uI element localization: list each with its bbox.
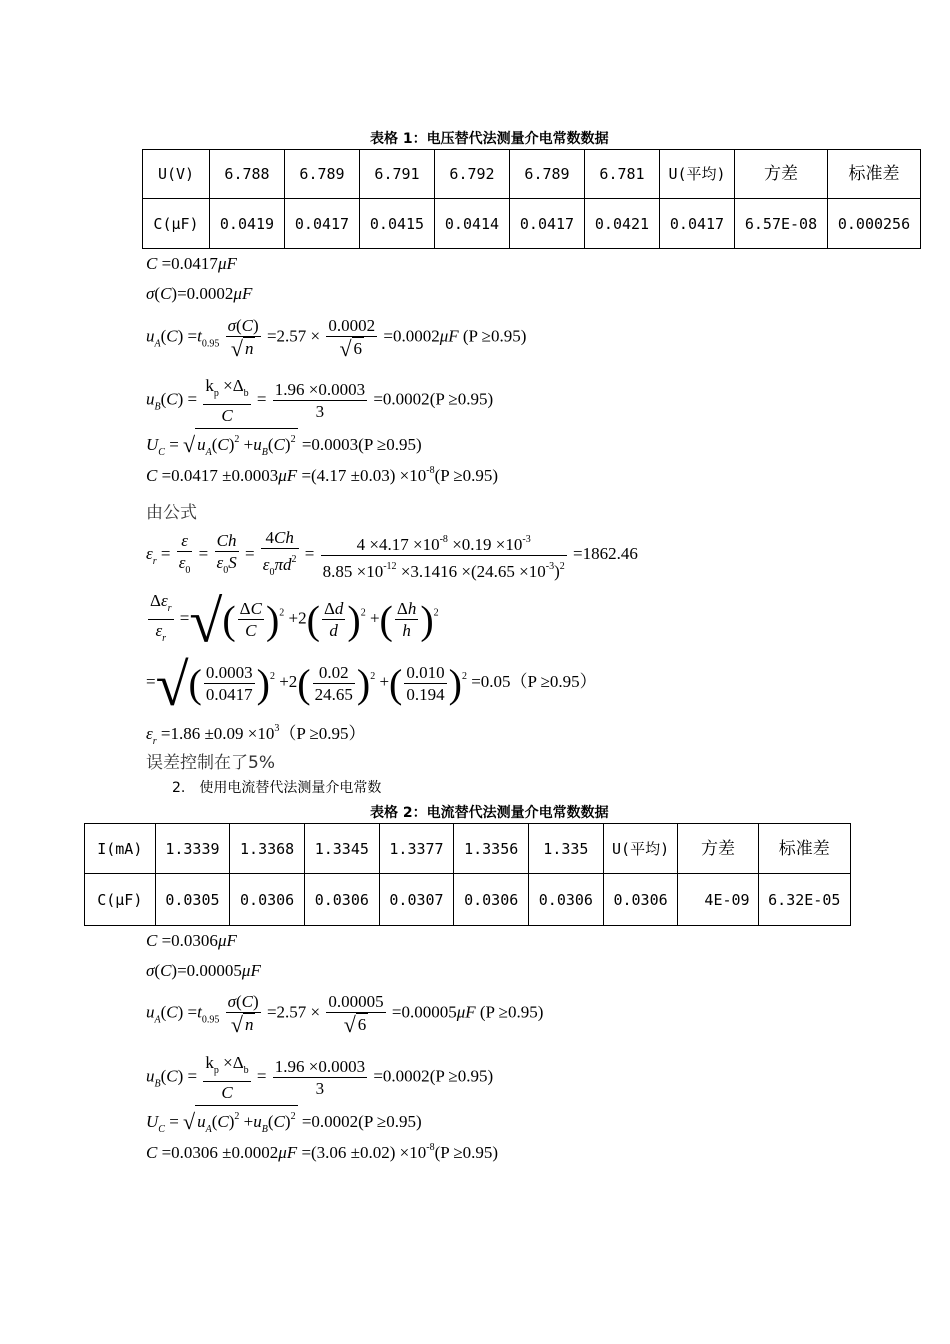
table2-row-cell: 0.0307: [379, 874, 454, 926]
eq-ua-1: $u_A(C) =t_{0.95}$ $\frac{\sigma(C)}{√ n}$ =2.57 × $\frac{0.0002}{√ 6}$ =0.0002μF (P ≥0.95): [146, 316, 527, 361]
table1-header-cell: 6.789: [285, 150, 360, 199]
eq-c-final-1: $C =0.0417 \pm 0.0003\mu F =(4.17 \pm 0.03) \times 10^{-8}(P \ge 0.95)$: [146, 465, 499, 485]
eq-rel-error: $\frac{\Delta\varepsilon_r}{\varepsilon_r}$ =√( $\frac{\Delta C}{C}$ )$^2$ +2( $\frac{\Delta d}{d}$ )$^2$ +( $\frac{\Delta h}{h}$ )$^2$: [150, 588, 439, 655]
table1-row-cell: 0.0414: [435, 199, 510, 249]
eq-ub-2: $u_B(C)$ = $\frac{k_p \times\Delta_b}{C}$ = $\frac{1.96 \times 0.0003}{3}$ =0.0002(P ≥0.95): [146, 1053, 494, 1102]
table2-row-cell: 0.0306: [230, 874, 305, 926]
table2-header-cell: 1.3356: [454, 824, 529, 874]
table2-row-cell: 0.0306: [454, 874, 529, 926]
table1-header-cell: 6.791: [360, 150, 435, 199]
section-2-heading: 2. 使用电流替代法测量介电常数: [172, 780, 382, 796]
eq-uc-1: $U_C$ = √ $u_A(C)^2 +u_B(C)^2 =0.0003(P \ge 0.95)$: [146, 428, 422, 464]
eq-c-mean-2: C =0.0306μF: [146, 931, 237, 950]
table2-row-cell: 6.32E-05: [758, 874, 850, 926]
eq-sigma-2: σ(C)=0.00005μF: [146, 961, 261, 980]
table2-row-cell: 0.0306: [529, 874, 604, 926]
table1-row-cell: 0.0417: [285, 199, 360, 249]
table1-row-cell: 0.0421: [585, 199, 660, 249]
table2-header-cell: 1.335: [529, 824, 604, 874]
table1-header-cell: 6.781: [585, 150, 660, 199]
eq-eps-final: $\varepsilon_r =1.86 \pm 0.09 \times 10^3(P \ge 0.95)$: [146, 723, 366, 747]
error-note: 误差控制在了5%: [146, 753, 275, 773]
table2-row-cell: 0.0305: [155, 874, 230, 926]
table2-header-cell: 标准差: [758, 824, 850, 874]
eq-eps-r: $\varepsilon_r$ = $\frac{\varepsilon}{\varepsilon_0}$ = $\frac{Ch}{\varepsilon_0S}$ = $\frac{4Ch}{\varepsilon_0\pi d^2}$ = $\frac{4 \times 4.17 \times 10^{-8} \times 0.19 \times 10^{-3}}{8.85 \times 10^{-12} \times 3.1416 \times(24.65 \times 10^{-3})^2}$ =1862.46: [146, 528, 638, 581]
table2: [84, 823, 851, 926]
table2-header-cell: U(平均): [603, 824, 678, 874]
table1-row-cell: 0.0417: [510, 199, 585, 249]
table1-row-cell: C(μF): [143, 199, 210, 249]
table1-row-cell: 0.0415: [360, 199, 435, 249]
table1-row-cell: 0.0419: [210, 199, 285, 249]
table1-row-cell: 6.57E-08: [735, 199, 828, 249]
eq-ub-1: $u_B(C)$ = $\frac{k_p \times\Delta_b}{C}$ = $\frac{1.96 \times 0.0003}{3}$ =0.0002(P ≥0.95): [146, 376, 494, 425]
table2-row-cell: 0.0306: [304, 874, 379, 926]
eq-uc-2: $U_C$ = √ $u_A(C)^2 +u_B(C)^2 =0.0002(P \ge 0.95)$: [146, 1105, 422, 1141]
table1-header-cell: 6.788: [210, 150, 285, 199]
table1: [142, 149, 921, 249]
table2-header-cell: 方差: [678, 824, 758, 874]
eq-rel-error-values: =√( $\frac{0.0003}{0.0417}$ )$^2$ +2( $\frac{0.02}{24.65}$ )$^2$ +( $\frac{0.010}{0.194}$ )$^2$ =0.05（P ≥0.95）: [146, 652, 597, 718]
table2-header-cell: 1.3377: [379, 824, 454, 874]
eq-c-final-2: $C =0.0306 \pm 0.0002\mu F =(3.06 \pm 0.02) \times 10^{-8}(P \ge 0.95)$: [146, 1142, 499, 1162]
table1-header-cell: 标准差: [828, 150, 921, 199]
eq-ua-2: $u_A(C) =t_{0.95}$ $\frac{\sigma(C)}{√ n}$ =2.57 × $\frac{0.00005}{√ 6}$ =0.00005μF (P ≥0.95): [146, 992, 544, 1037]
table1-header-cell: 6.792: [435, 150, 510, 199]
table2-header-cell: 1.3368: [230, 824, 305, 874]
eq-sigma-1: σ(C)=0.0002μF: [146, 284, 253, 303]
table1-header-cell: 方差: [735, 150, 828, 199]
table1-header-cell: U(平均): [660, 150, 735, 199]
table2-header-cell: 1.3339: [155, 824, 230, 874]
table1-caption: 表格 1：电压替代法测量介电常数数据: [370, 131, 609, 147]
formula-label: 由公式: [146, 503, 197, 523]
table1-row-cell: 0.0417: [660, 199, 735, 249]
table2-row-cell: 4E-09: [678, 874, 758, 926]
table2-caption: 表格 2：电流替代法测量介电常数数据: [370, 805, 609, 821]
eq-c-mean-1: C =0.0417μF: [146, 254, 237, 273]
table1-header-cell: 6.789: [510, 150, 585, 199]
table2-header-cell: 1.3345: [304, 824, 379, 874]
table2-row-cell: 0.0306: [603, 874, 678, 926]
table2-header-cell: I(mA): [85, 824, 156, 874]
table1-header-cell: U(V): [143, 150, 210, 199]
table2-row-cell: C(μF): [85, 874, 156, 926]
table1-row-cell: 0.000256: [828, 199, 921, 249]
